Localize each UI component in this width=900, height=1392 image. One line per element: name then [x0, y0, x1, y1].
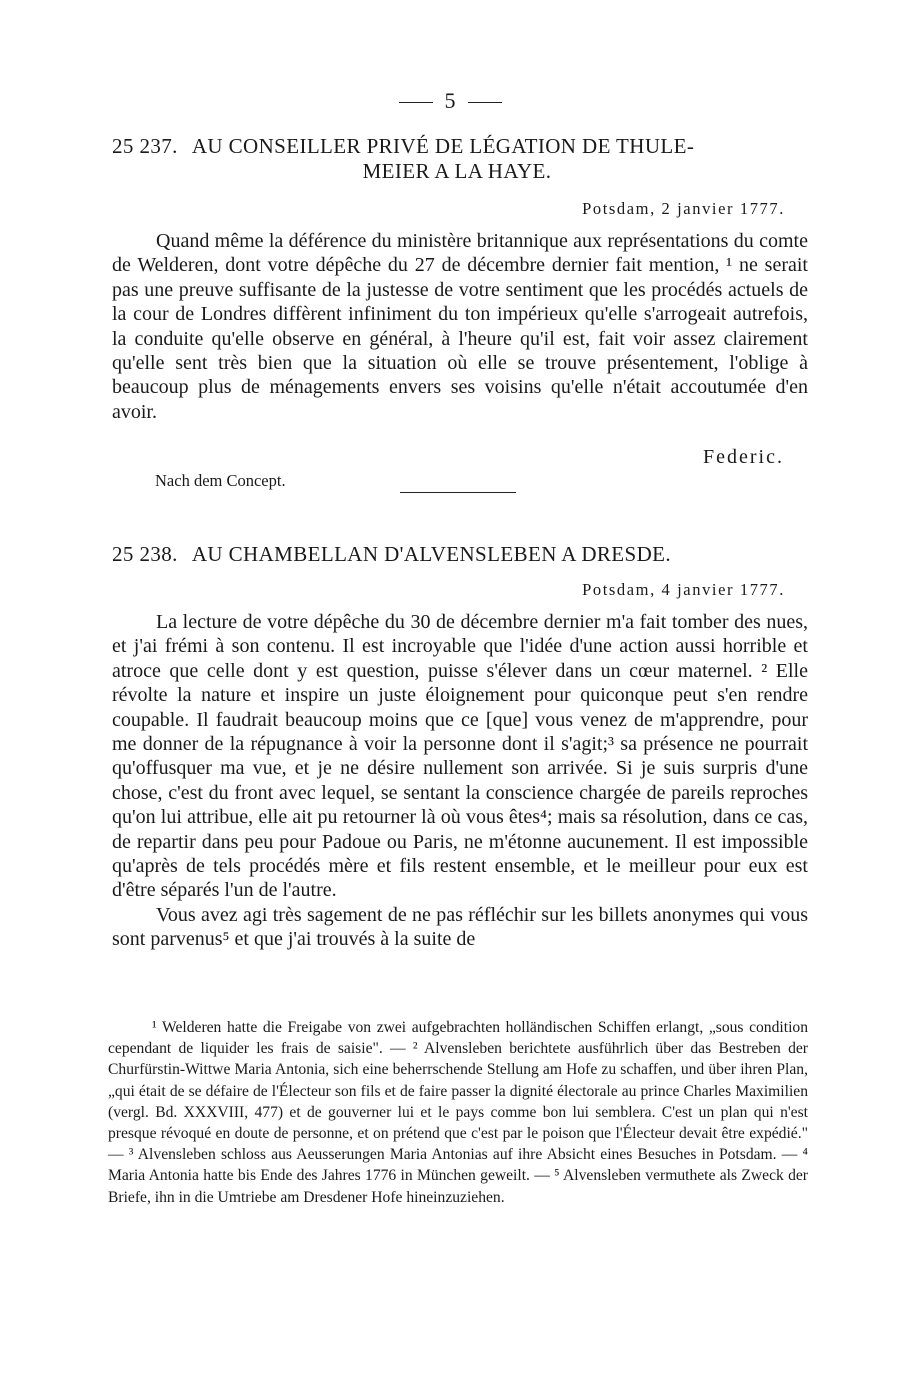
letter-body-25237 — [112, 229, 808, 424]
letter-dateline: Potsdam, 4 janvier 1777. — [582, 580, 785, 599]
letter-body-25238 — [112, 610, 808, 952]
letter-dateline: Potsdam, 2 janvier 1777. — [582, 199, 785, 218]
letter-number: 25 238. — [112, 542, 178, 566]
page-number-rule-left — [399, 102, 433, 103]
footnotes-text: ¹ Welderen hatte die Freigabe von zwei aufgebrachten holländischen Schiffen erlangt, „sous condition cependant de liquider les frais de saisie". — ² Alvensleben berichtete ausführlich über das Bestreben der Churfürstin-Wittwe Maria Antonia, sich eine beherrschende Stellung am Hofe zu schaffen, und über ihren Plan, „qui était de se défaire de l'Électeur son fils et de faire passer la dignité électorale au prince Charles Maximilien (vergl. Bd. XXXVIII, 477) et de gouverner lui et le pays comme bon lui semblera. C'est un plan qui n'est presque révoqué en doute de personne, et on prétend que c'est par le poison que l'Électeur devait être expédié." — ³ Alvensleben schloss aus Aeusserungen Maria Antonias auf ihre Absicht eines Besuches in Potsdam. — ⁴ Maria Antonia hatte bis Ende des Jahres 1776 in München geweilt. — ⁵ Alvensleben vermuthete als Zweck der Briefe, ihn in die Umtriebe am Dresdener Hofe hineinzuziehen. — [108, 1019, 808, 1206]
letter-heading-25237 — [112, 134, 802, 184]
footnotes — [108, 1017, 808, 1208]
section-divider — [400, 492, 516, 493]
letter-heading-line1: AU CONSEILLER PRIVÉ DE LÉGATION DE THULE- — [191, 134, 695, 158]
letter-signature: Federic. — [703, 446, 784, 468]
letter-paragraph: Vous avez agi très sagement de ne pas réfléchir sur les billets anonymes qui vous sont parvenus⁵ et que j'ai trouvés à la suite de — [112, 903, 808, 951]
letter-paragraph: La lecture de votre dépêche du 30 de décembre dernier m'a fait tomber des nues, et j'ai frémi à son contenu. Il est incroyable que l'idée d'une action aussi horrible et atroce que celle dont y est question, puisse s'élever dans un cœur maternel. ² Elle révolte la nature et inspire un juste éloignement pour quiconque peut s'en rendre coupable. Il faudrait beaucoup moins que ce [que] vous venez de m'apprendre, pour me donner de la répugnance à voir la personne dont il s'agit;³ sa présence ne pourrait qu'offusquer ma vue, et je ne désire nullement son arrivée. Si je suis surpris d'une chose, c'est du front avec lequel, se sentant la conscience chargée de pareils reproches qu'on lui attribue, elle ait pu retourner là où vous êtes⁴; mais sa résolution, dans ce cas, de repartir dans peu pour Padoue ou Paris, ne m'étonne aucunement. Il est impossible qu'après de tels procédés mère et fils restent ensemble, et le meilleur pour eux est d'être séparés l'un de l'autre. — [112, 611, 808, 902]
letter-number: 25 237. — [112, 134, 178, 158]
letter-paragraph: Quand même la déférence du ministère britannique aux représentations du comte de Welderen, dont votre dépêche du 27 de décembre dernier fait mention, ¹ ne serait pas une preuve suffisante de la justesse de votre sentiment que les procédés actuels de la cour de Londres diffèrent infiniment du ton impérieux qu'elle s'arrogeait autrefois, la conduite qu'elle observe en général, à l'heure qu'il est, fait voir assez clairement qu'elle sent très bien que la situation où elle se trouve présentement, l'oblige à beaucoup plus de ménagements envers ses voisins qu'elle n'était accoutumée d'en avoir. — [112, 230, 808, 423]
page-number — [0, 88, 900, 114]
letter-heading-line2: MEIER A LA HAYE. — [362, 159, 552, 183]
letter-heading-25238 — [112, 542, 802, 567]
letter-source-note: Nach dem Concept. — [155, 471, 286, 490]
page-number-text: 5 — [444, 88, 456, 113]
page-number-rule-right — [468, 102, 502, 103]
letter-heading-line1: AU CHAMBELLAN D'ALVENSLEBEN A DRESDE. — [191, 542, 672, 566]
